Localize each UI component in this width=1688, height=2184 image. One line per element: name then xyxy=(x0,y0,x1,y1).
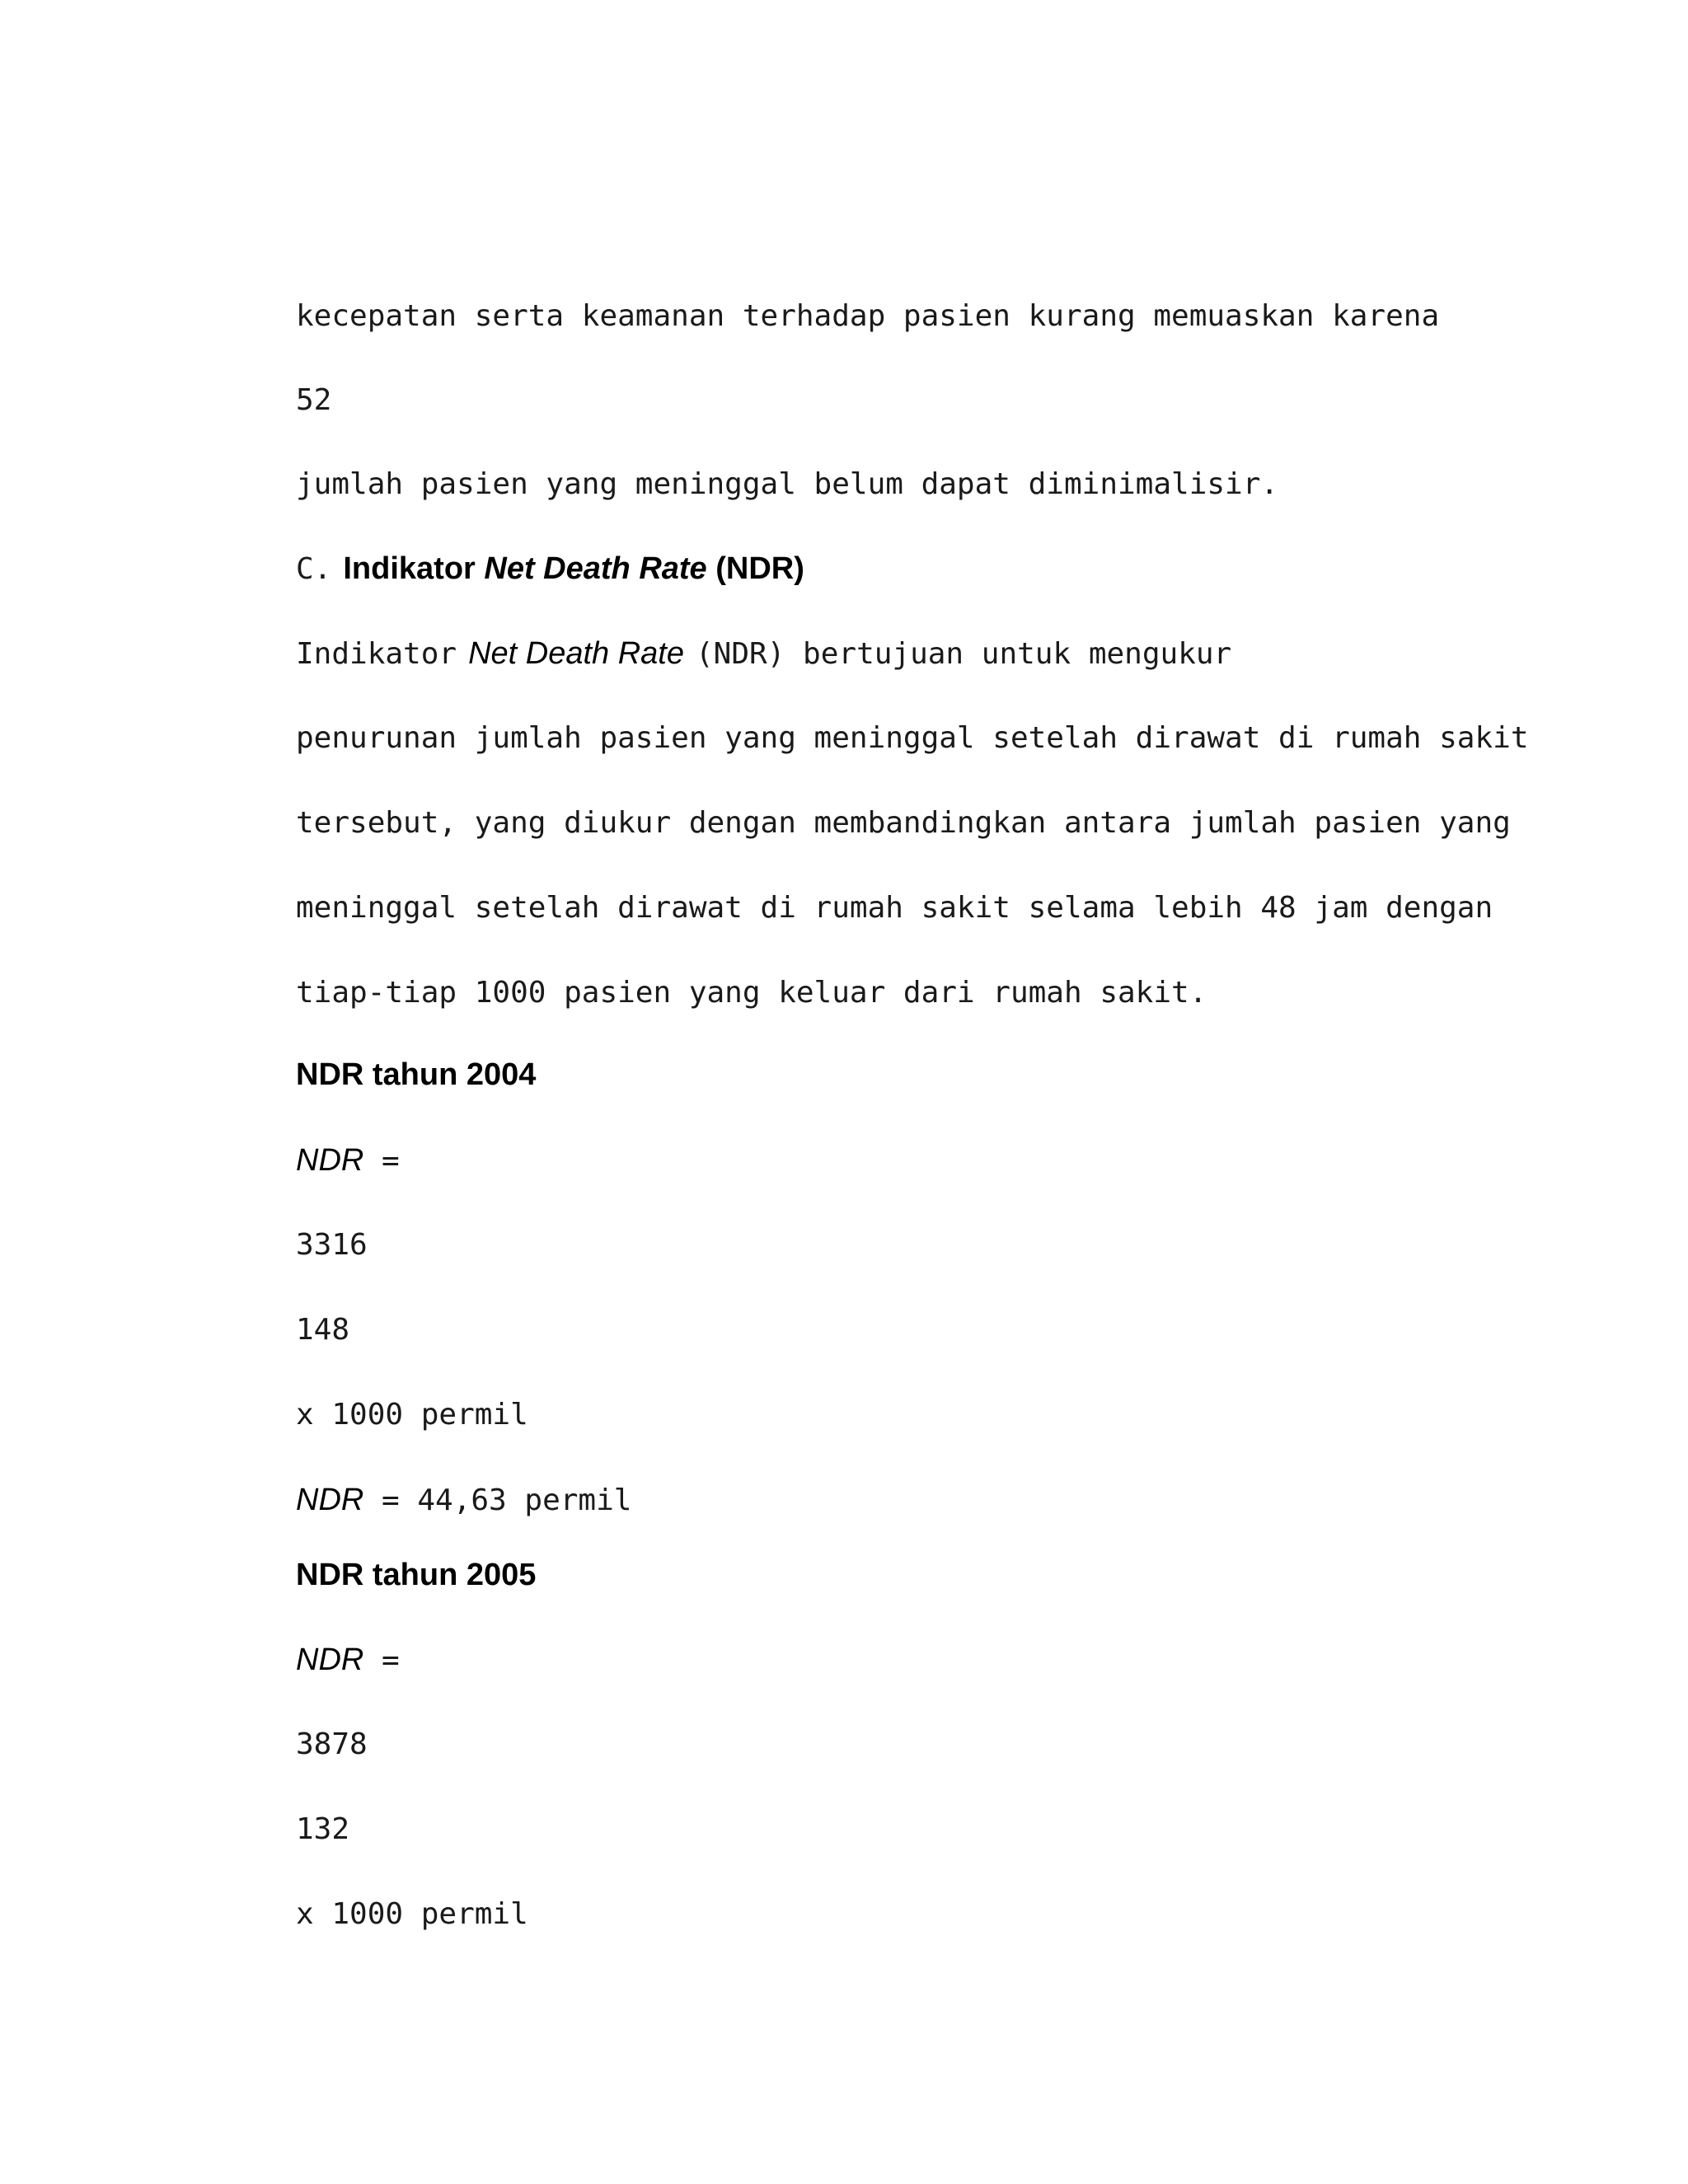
ndr-label: NDR xyxy=(296,1643,364,1677)
p2-prefix: Indikator xyxy=(296,637,457,671)
section-title-prefix: Indikator xyxy=(343,551,476,586)
page-number: 52 xyxy=(296,383,332,417)
equals-sign: = xyxy=(382,1643,400,1677)
ndr-2005-heading: NDR tahun 2005 xyxy=(296,1558,537,1592)
section-letter: C. xyxy=(296,552,332,586)
equals-sign: = xyxy=(382,1144,400,1178)
paragraph-line: kecepatan serta keamanan terhadap pasien kurang memuaskan karena xyxy=(296,299,1440,333)
ndr-2004-formula xyxy=(296,1142,400,1179)
ndr-result-label: NDR xyxy=(296,1483,364,1517)
paragraph-line: meninggal setelah dirawat di rumah sakit selama lebih 48 jam dengan xyxy=(296,891,1493,925)
p2-italic-term: Net Death Rate xyxy=(468,636,684,671)
ndr-2005-numerator: 132 xyxy=(296,1812,350,1846)
section-title-suffix: (NDR) xyxy=(715,551,804,586)
ndr-2005-denominator: 3878 xyxy=(296,1727,368,1761)
section-title-italic: Net Death Rate xyxy=(484,551,707,586)
ndr-2004-result xyxy=(296,1482,631,1519)
ndr-2005-multiplier: x 1000 permil xyxy=(296,1897,528,1931)
paragraph-line: tersebut, yang diukur dengan membandingkan antara jumlah pasien yang xyxy=(296,806,1511,840)
ndr-2005-formula xyxy=(296,1642,400,1679)
section-heading xyxy=(296,551,804,588)
ndr-2004-denominator: 3316 xyxy=(296,1228,368,1262)
ndr-2004-numerator: 148 xyxy=(296,1313,350,1347)
paragraph-line: tiap-tiap 1000 pasien yang keluar dari rumah sakit. xyxy=(296,976,1207,1010)
paragraph-line: jumlah pasien yang meninggal belum dapat diminimalisir. xyxy=(296,467,1279,501)
ndr-2004-multiplier: x 1000 permil xyxy=(296,1398,528,1432)
ndr-2004-heading: NDR tahun 2004 xyxy=(296,1057,537,1092)
paragraph-line xyxy=(296,635,1231,673)
p2-suffix: (NDR) bertujuan untuk mengukur xyxy=(696,637,1232,671)
ndr-label: NDR xyxy=(296,1143,364,1178)
paragraph-line: penurunan jumlah pasien yang meninggal setelah dirawat di rumah sakit xyxy=(296,721,1529,755)
ndr-result-value: = 44,63 permil xyxy=(382,1483,632,1517)
